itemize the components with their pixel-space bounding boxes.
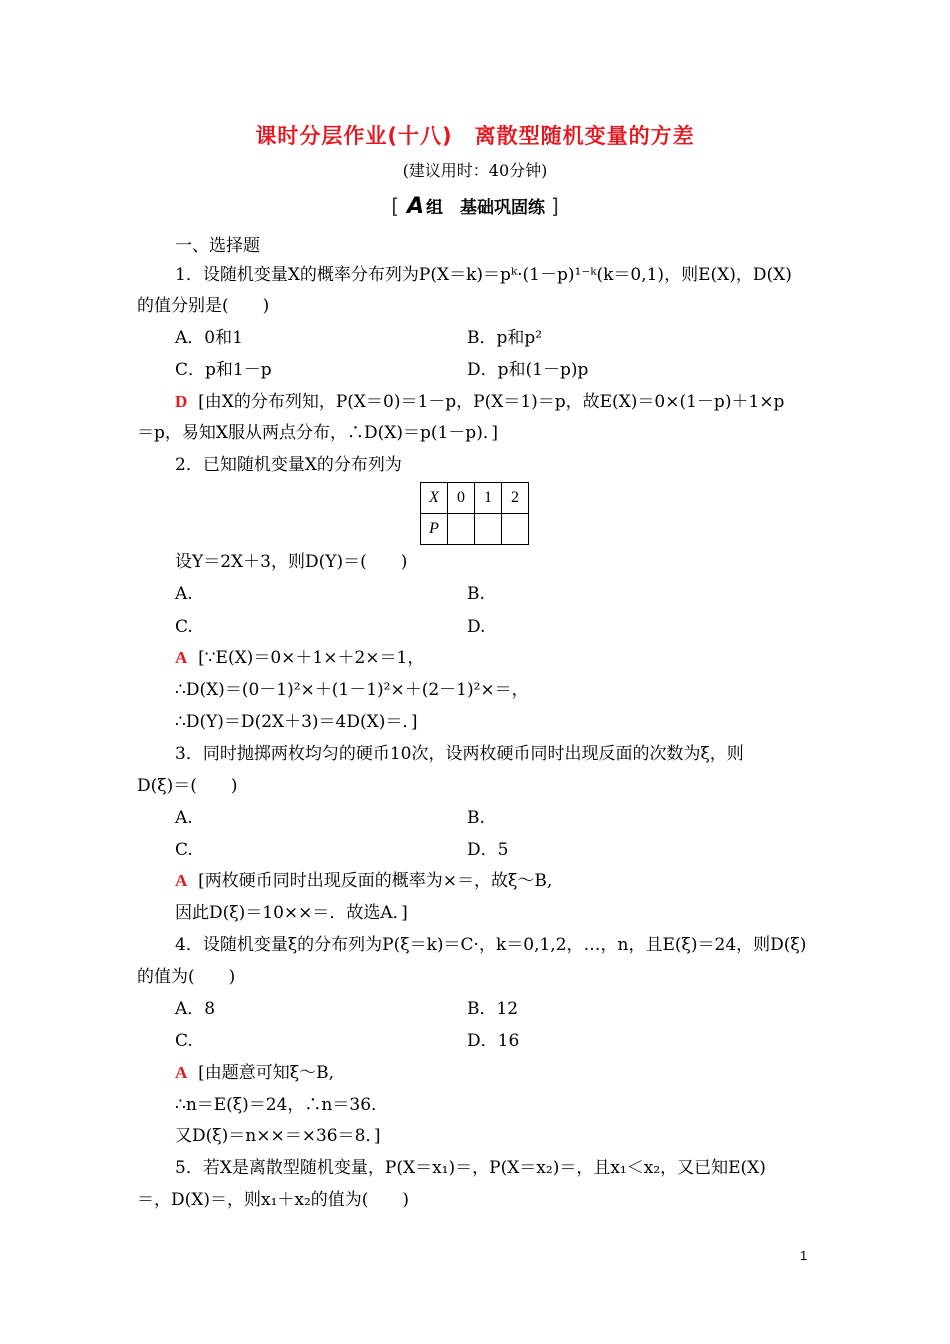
q1-stem-line2: 的值分别是( ) bbox=[137, 296, 270, 316]
distribution-table bbox=[420, 482, 529, 545]
q2-solution-line2: ∴D(X)＝(0－1)²×＋(1－1)²×＋(2－1)²×＝， bbox=[175, 680, 529, 700]
q1-answer: D bbox=[175, 392, 188, 411]
q1-solution-line2: ＝p，易知X服从两点分布，∴D(X)＝p(1－p)．] bbox=[137, 423, 498, 443]
q3-option-a: A. bbox=[175, 808, 193, 828]
page-title: 课时分层作业(十八) 离散型随机变量的方差 bbox=[255, 124, 695, 148]
q1-solution-line1 bbox=[175, 390, 784, 414]
q3-option-d: D．5 bbox=[467, 840, 509, 860]
group-text: 组 基础巩固练 bbox=[426, 198, 546, 218]
table-cell: P bbox=[421, 514, 448, 545]
table-row bbox=[421, 483, 529, 514]
q4-solution-line2: ∴n＝E(ξ)＝24，∴n＝36． bbox=[175, 1095, 389, 1115]
table-cell: X bbox=[421, 483, 448, 514]
q2-option-d: D. bbox=[467, 617, 486, 637]
q2-solution-line1 bbox=[175, 646, 424, 670]
q3-option-b: B. bbox=[467, 808, 485, 828]
q3-solution-text1: [两枚硬币同时出现反面的概率为×＝，故ξ～B, bbox=[198, 871, 553, 891]
q2-stem-line2: 设Y＝2X＋3，则D(Y)＝( ) bbox=[175, 552, 408, 572]
q2-option-c: C. bbox=[175, 617, 193, 637]
q5-stem-line2: ＝，D(X)＝，则x₁＋x₂的值为( ) bbox=[137, 1190, 410, 1210]
q3-solution-line1 bbox=[175, 869, 552, 893]
table-row bbox=[421, 514, 529, 545]
group-bracket-right: ] bbox=[550, 194, 559, 218]
q3-answer: A bbox=[175, 871, 188, 890]
q3-stem-line2: D(ξ)＝( ) bbox=[137, 776, 238, 796]
page-number: 1 bbox=[800, 1248, 808, 1263]
q2-stem-line1: 2．已知随机变量X的分布列为 bbox=[175, 455, 402, 475]
q2-solution-text1: [∵E(X)＝0×＋1×＋2×＝1， bbox=[198, 648, 425, 668]
q1-stem-line1: 1．设随机变量X的概率分布列为P(X＝k)＝pᵏ·(1－p)¹⁻ᵏ(k＝0,1)，则E(X)，D(X) bbox=[175, 265, 792, 285]
group-bracket-left: [ bbox=[391, 194, 400, 218]
group-label bbox=[0, 193, 950, 219]
suggested-time: (建议用时：40分钟) bbox=[402, 161, 548, 180]
group-letter: A bbox=[406, 194, 425, 219]
table-cell: 2 bbox=[502, 483, 529, 514]
q3-option-c: C. bbox=[175, 840, 193, 860]
q3-solution-line2: 因此D(ξ)＝10××＝．故选A．] bbox=[175, 903, 408, 923]
q1-option-c: C．p和1－p bbox=[175, 360, 272, 380]
q4-stem-line1: 4．设随机变量ξ的分布列为P(ξ＝k)＝C·，k＝0,1,2，…，n，且E(ξ)＝24，则D(ξ) bbox=[175, 935, 807, 955]
q2-option-a: A. bbox=[175, 584, 193, 604]
q4-solution-line3: 又D(ξ)＝n××＝×36＝8．] bbox=[175, 1126, 381, 1146]
q4-option-c: C. bbox=[175, 1031, 193, 1051]
q1-option-a: A．0和1 bbox=[175, 328, 243, 348]
q4-option-a: A．8 bbox=[175, 999, 216, 1019]
q4-solution-text1: [由题意可知ξ～B, bbox=[198, 1063, 334, 1083]
q2-option-b: B. bbox=[467, 584, 485, 604]
q4-option-d: D．16 bbox=[467, 1031, 520, 1051]
table-cell bbox=[475, 514, 502, 545]
q1-solution-text1: [由X的分布列知，P(X＝0)＝1－p，P(X＝1)＝p，故E(X)＝0×(1－p)＋1×p bbox=[198, 392, 785, 412]
q4-solution-line1 bbox=[175, 1061, 334, 1085]
table-cell: 0 bbox=[448, 483, 475, 514]
table-cell bbox=[448, 514, 475, 545]
q3-stem-line1: 3．同时抛掷两枚均匀的硬币10次，设两枚硬币同时出现反面的次数为ξ，则 bbox=[175, 744, 744, 764]
q2-answer: A bbox=[175, 648, 188, 667]
q4-option-b: B．12 bbox=[467, 999, 519, 1019]
section-title: 一、选择题 bbox=[175, 236, 260, 256]
q1-option-b: B．p和p² bbox=[467, 328, 543, 348]
q4-answer: A bbox=[175, 1063, 188, 1082]
table-cell: 1 bbox=[475, 483, 502, 514]
q2-solution-line3: ∴D(Y)＝D(2X＋3)＝4D(X)＝．] bbox=[175, 712, 418, 732]
q5-stem-line1: 5．若X是离散型随机变量，P(X＝x₁)＝，P(X＝x₂)＝，且x₁＜x₂，又已知E(X) bbox=[175, 1158, 766, 1178]
table-cell bbox=[502, 514, 529, 545]
q4-stem-line2: 的值为( ) bbox=[137, 967, 236, 987]
q1-option-d: D．p和(1－p)p bbox=[467, 360, 589, 380]
